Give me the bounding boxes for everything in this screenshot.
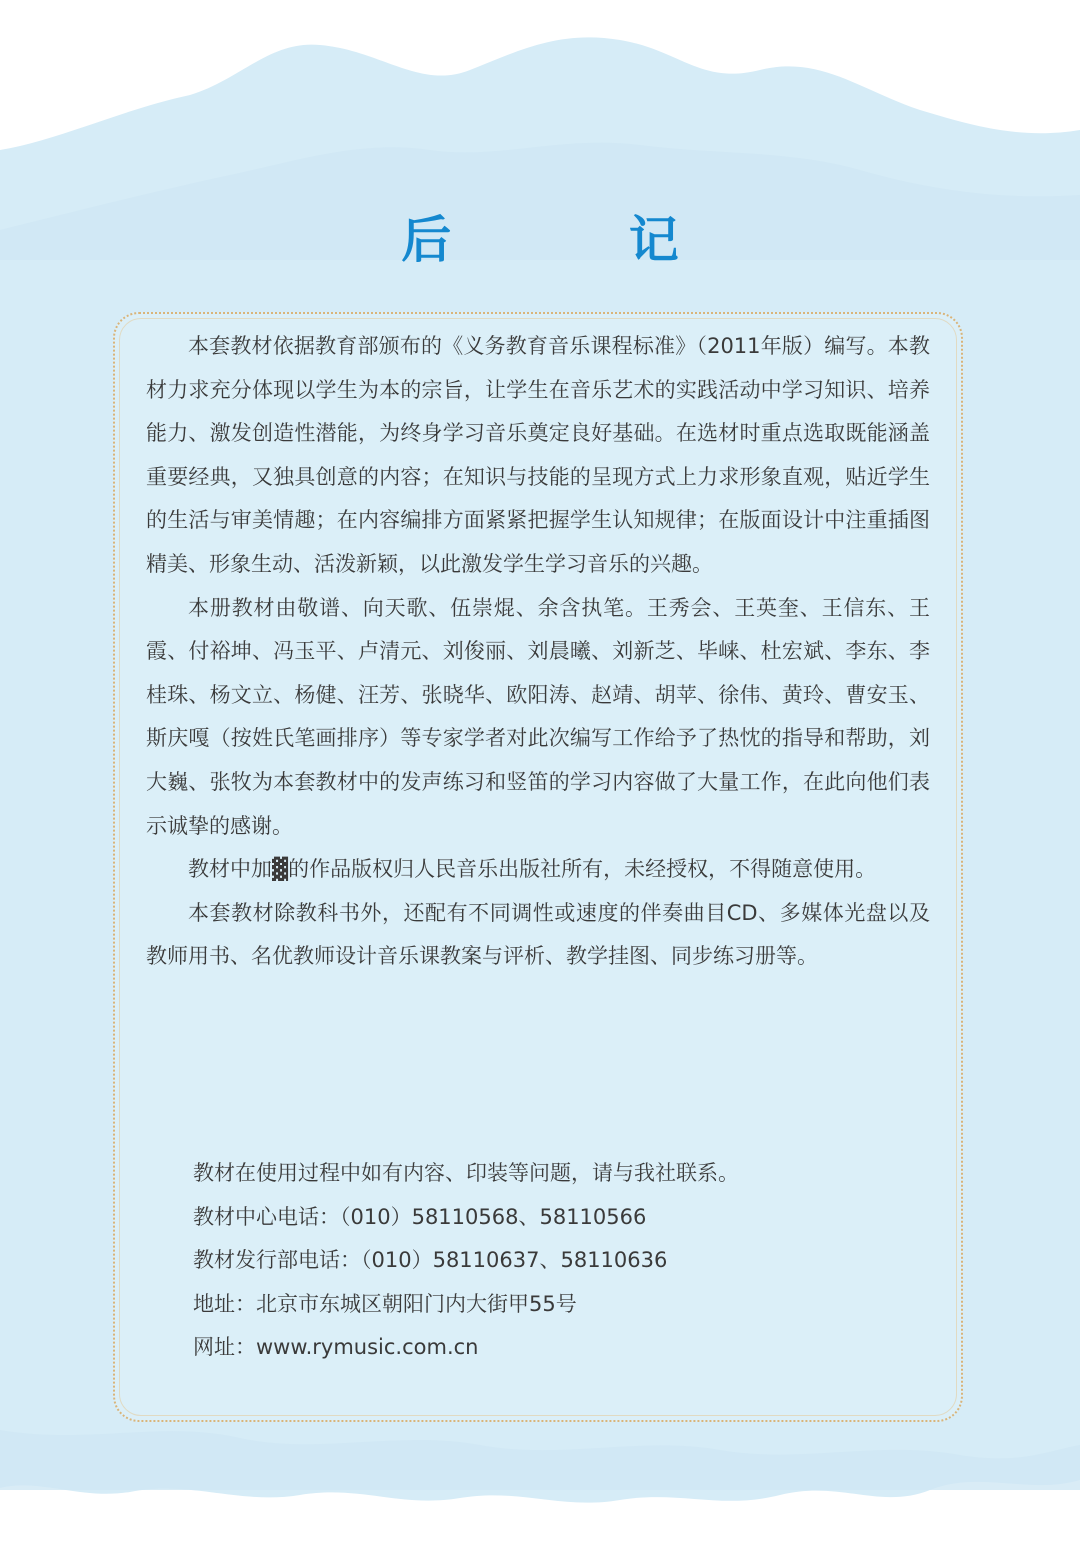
page-title: 后 记: [401, 211, 759, 269]
afterword-body: [146, 325, 930, 979]
afterword-paragraph: 本套教材除教科书外，还配有不同调性或速度的伴奏曲目CD、多媒体光盘以及教师用书、名优教师设计音乐课教案与评析、教学挂图、同步练习册等。: [146, 900, 930, 969]
address: 地址：北京市东城区朝阳门内大街甲55号: [193, 1291, 577, 1316]
afterword-paragraph: 本套教材依据教育部颁布的《义务教育音乐课程标准》（2011年版）编写。本教材力求充分体现以学生为本的宗旨，让学生在音乐艺术的实践活动中学习知识、培养能力、激发创造性潜能，为终身学习音乐奠定良好基础。在选材时重点选取既能涵盖重要经典，又独具创意的内容；在知识与技能的呈现方式上力求形象直观，贴近学生的生活与审美情趣；在内容编排方面紧紧把握学生认知规律；在版面设计中注重插图精美、形象生动、活泼新颖，以此激发学生学习音乐的兴趣。: [146, 334, 930, 576]
afterword-paragraph: 教材中加▓的作品版权归人民音乐出版社所有，未经授权，不得随意使用。: [188, 857, 877, 882]
afterword-paragraph: 本册教材由敬谱、向天歌、伍崇焜、余含执笔。王秀会、王英奎、王信东、王霞、付裕坤、冯玉平、卢清元、刘俊丽、刘晨曦、刘新芝、毕崃、杜宏斌、李东、李桂珠、杨文立、杨健、汪芳、张晓华、欧阳涛、赵靖、胡苹、徐伟、黄玲、曹安玉、斯庆嘎（按姓氏笔画排序）等专家学者对此次编写工作给予了热忱的指导和帮助，刘大巍、张牧为本套教材中的发声练习和竖笛的学习内容做了大量工作，在此向他们表示诚挚的感谢。: [146, 595, 930, 838]
contact-info: [193, 1152, 933, 1370]
center-phone: 教材中心电话：（010）58110568、58110566: [193, 1204, 647, 1229]
distribution-phone: 教材发行部电话：（010）58110637、58110636: [193, 1248, 668, 1273]
contact-notice: 教材在使用过程中如有内容、印装等问题，请与我社联系。: [193, 1161, 739, 1185]
website: 网址：www.rymusic.com.cn: [193, 1335, 479, 1360]
